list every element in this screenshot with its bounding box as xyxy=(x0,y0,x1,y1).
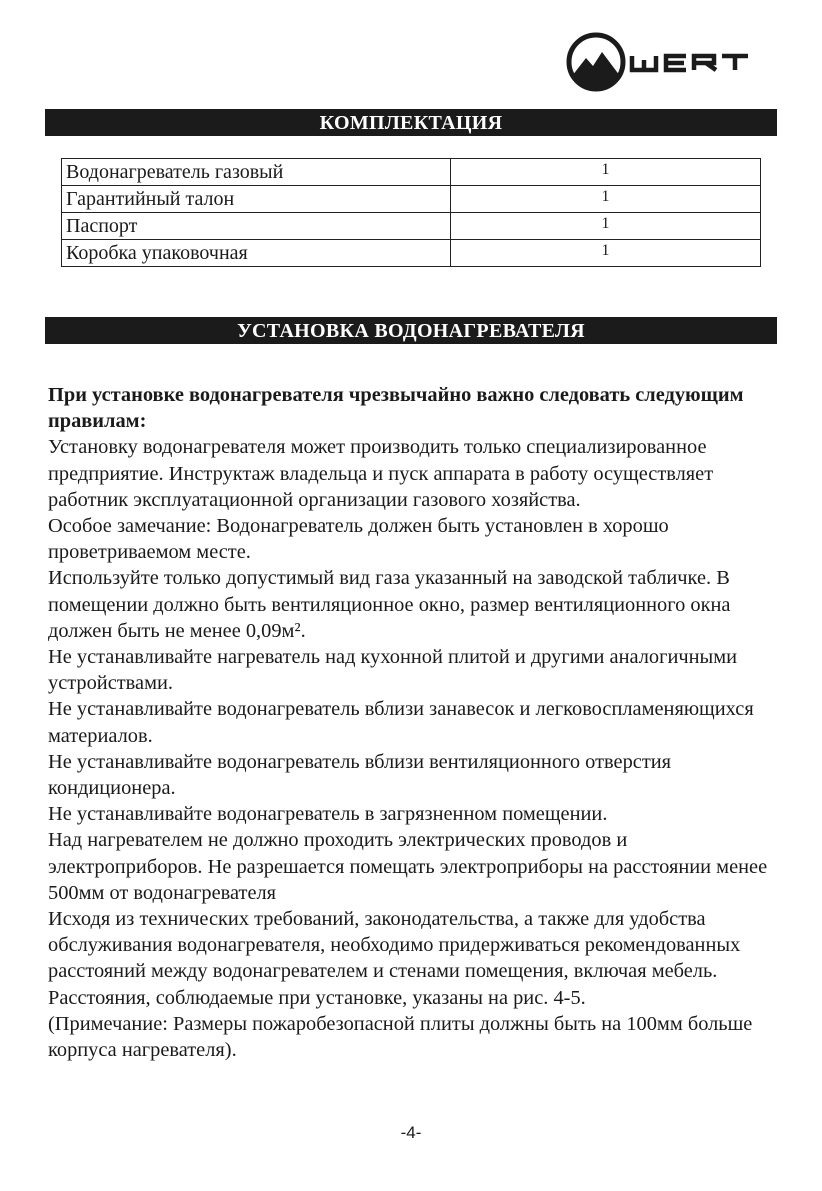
kit-item-name: Паспорт xyxy=(62,213,451,240)
kit-item-name: Гарантийный талон xyxy=(62,186,451,213)
rule-paragraph: Над нагревателем не должно проходить электрических проводов и электроприборов. Не разрешается помещать электроприборы на расстоянии менее 500мм от водонагревателя xyxy=(48,829,768,904)
install-rules xyxy=(48,382,783,1063)
brand-logo xyxy=(566,32,786,94)
rule-paragraph: Установку водонагревателя может производить только специализированное предприятие. Инструктаж владельца и пуск аппарата в работу осуществляет работник эксплуатационной организации газового хозяйства. xyxy=(48,436,714,511)
kit-item-qty: 1 xyxy=(451,213,761,240)
rule-paragraph: Не устанавливайте водонагреватель вблизи вентиляционного отверстия кондиционера. xyxy=(48,750,672,800)
kit-item-name: Коробка упаковочная xyxy=(62,240,451,267)
rule-paragraph: Не устанавливайте нагреватель над кухонной плитой и другими аналогичными устройствами. xyxy=(48,646,738,695)
kit-table xyxy=(61,158,761,267)
rule-paragraph: Не устанавливайте водонагреватель вблизи занавесок и легковоспламеняющихся материалов. xyxy=(48,698,754,747)
install-lead: При установке водонагревателя чрезвычайно важно следовать следующим правилам: xyxy=(48,384,744,433)
rule-paragraph: Расстояния, соблюдаемые при установке, указаны на рис. 4-5. xyxy=(48,986,586,1009)
table-row xyxy=(62,186,761,213)
install-heading-bar xyxy=(45,317,777,344)
kit-item-qty: 1 xyxy=(451,159,761,186)
rule-paragraph: Особое замечание: Водонагреватель должен быть установлен в хорошо проветриваемом месте. xyxy=(48,515,669,564)
rule-paragraph: Не устанавливайте водонагреватель в загрязненном помещении. xyxy=(48,803,608,826)
table-row xyxy=(62,159,761,186)
kit-heading: КОМПЛЕКТАЦИЯ xyxy=(319,112,503,134)
wert-wordmark xyxy=(632,56,748,70)
table-row xyxy=(62,240,761,267)
rule-paragraph: Используйте только допустимый вид газа указанный на заводской табличке. В помещении должно быть вентиляционное окно, размер вентиляционного окна должен быть не менее 0,09м². xyxy=(48,567,731,642)
mountain-circle-icon xyxy=(569,35,623,91)
kit-item-qty: 1 xyxy=(451,186,761,213)
kit-item-name: Водонагреватель газовый xyxy=(62,159,451,186)
kit-item-qty: 1 xyxy=(451,240,761,267)
rule-paragraph: Исходя из технических требований, законодательства, а также для удобства обслуживания водонагревателя, необходимо придерживаться рекомендованных расстояний между водонагревателем и стенами помещения, включая мебель. xyxy=(48,908,741,983)
kit-heading-bar xyxy=(45,109,777,136)
rule-paragraph: (Примечание: Размеры пожаробезопасной плиты должны быть на 100мм больше корпуса нагревателя). xyxy=(48,1012,753,1062)
table-row xyxy=(62,213,761,240)
install-heading: УСТАНОВКА ВОДОНАГРЕВАТЕЛЯ xyxy=(237,320,585,342)
page-number: -4- xyxy=(400,1123,422,1142)
